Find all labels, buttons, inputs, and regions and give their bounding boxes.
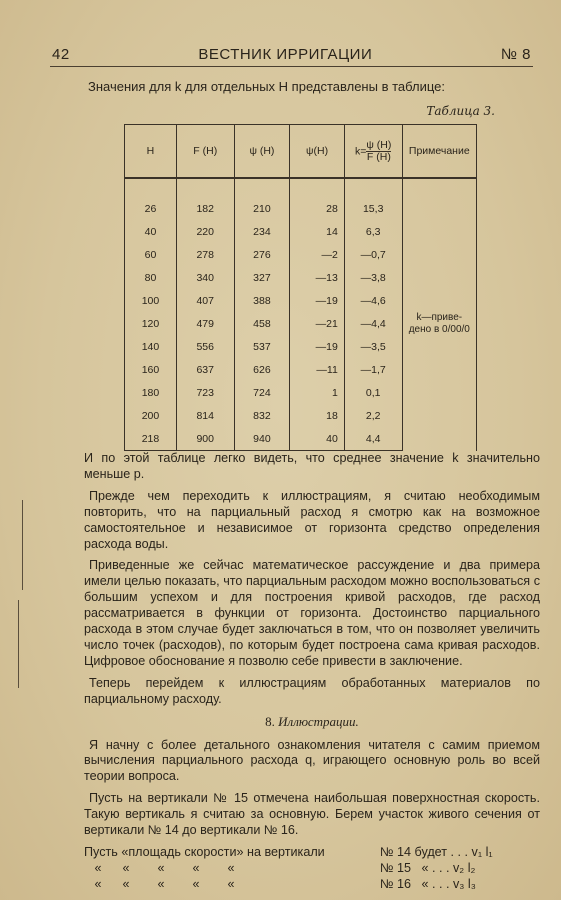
table-cell: —21 <box>290 312 345 335</box>
table-cell: 637 <box>176 358 234 381</box>
page-number: 42 <box>52 46 70 63</box>
table-cell: —1,7 <box>344 358 402 381</box>
paragraph: Я начну с более детального ознакомления читателя с самим приемом вычисления парциального расхода q, играющего основную роль во всей теории вопроса. <box>84 737 540 784</box>
issue-number: № 8 <box>500 46 531 63</box>
paragraph: И по этой таблице легко видеть, что среднее значение k значительно меньше p. <box>84 451 540 481</box>
col-fh: F (H) <box>176 125 234 179</box>
table-cell: 60 <box>125 243 177 266</box>
table-cell: 276 <box>234 243 290 266</box>
running-header <box>52 46 531 63</box>
table-cell: 814 <box>176 404 234 427</box>
table-cell: 0,1 <box>344 381 402 404</box>
table-intro: Значения для k для отдельных H представлены в таблице: <box>88 79 445 94</box>
margin-pencil-mark <box>22 500 23 590</box>
paragraph: Приведенные же сейчас математическое рассуждение и два примера имели целью показать, что парциальным расходом можно воспользоваться с большим успехом и для построения кривой расходов, где расход рассматривается в функции от горизонта. Достоинство парциального расхода в этом случае будет заключаться в том, что он позволяет увеличить число точек (расходов), по которым будет построена сама кривая расходов. Цифровое обоснование я позволю себе привести в заключение. <box>84 558 540 668</box>
margin-pencil-mark <box>18 600 19 688</box>
table-cell: 940 <box>234 427 290 451</box>
table-cell: 537 <box>234 335 290 358</box>
table-cell: —4,6 <box>344 289 402 312</box>
data-table <box>124 124 477 451</box>
table-body <box>125 178 477 451</box>
table-cell: 407 <box>176 289 234 312</box>
header-rule <box>50 66 533 67</box>
table-cell: 4,4 <box>344 427 402 451</box>
table-cell: 100 <box>125 289 177 312</box>
table-cell: 15,3 <box>344 178 402 220</box>
speed-line: « « « « « № 16 « . . . v₃ l₃ <box>84 876 476 891</box>
table-cell: 180 <box>125 381 177 404</box>
k-fraction: $\frac{\psi (H)}{F (H)}$ <box>366 138 392 163</box>
table-cell: 210 <box>234 178 290 220</box>
speed-line: Пусть «площадь скорости» на вертикали № 14 будет . . . v₁ l₁ <box>84 844 493 859</box>
table-cell: 626 <box>234 358 290 381</box>
table-cell: 327 <box>234 266 290 289</box>
table-cell: 278 <box>176 243 234 266</box>
table-cell: 234 <box>234 220 290 243</box>
journal-title: ВЕСТНИК ИРРИГАЦИИ <box>198 46 373 63</box>
table-cell: 556 <box>176 335 234 358</box>
table-cell: 479 <box>176 312 234 335</box>
table-cell: 724 <box>234 381 290 404</box>
table-row <box>125 178 477 220</box>
table-cell: —3,8 <box>344 266 402 289</box>
table-cell: 80 <box>125 266 177 289</box>
table-cell: —4,4 <box>344 312 402 335</box>
table-cell: —0,7 <box>344 243 402 266</box>
table-cell: 2,2 <box>344 404 402 427</box>
col-h: H <box>125 125 177 179</box>
table-cell: 340 <box>176 266 234 289</box>
table-cell: 220 <box>176 220 234 243</box>
table-cell: —3,5 <box>344 335 402 358</box>
table-cell: 40 <box>125 220 177 243</box>
speed-line: « « « « « № 15 « . . . v₂ l₂ <box>84 860 476 875</box>
table-cell: 26 <box>125 178 177 220</box>
table-cell: 723 <box>176 381 234 404</box>
body-text <box>84 451 540 893</box>
table-cell: 28 <box>290 178 345 220</box>
table-cell: 40 <box>290 427 345 451</box>
col-psi-diff: ψ(H) <box>290 125 345 179</box>
table-note <box>402 178 476 451</box>
paragraph: Пусть на вертикали № 15 отмечена наибольшая поверхностная скорость. Такую вертикаль я считаю за основную. Берем участок живого сечения от вертикали № 14 до вертикали № 16. <box>84 791 540 838</box>
table-cell: 832 <box>234 404 290 427</box>
table-cell: 14 <box>290 220 345 243</box>
table-cell: 6,3 <box>344 220 402 243</box>
table-cell: —19 <box>290 335 345 358</box>
table-cell: —19 <box>290 289 345 312</box>
table-cell: 900 <box>176 427 234 451</box>
table-cell: 458 <box>234 312 290 335</box>
note-line: дено в 0/00/0 <box>408 323 470 335</box>
table-cell: 120 <box>125 312 177 335</box>
table-cell: 200 <box>125 404 177 427</box>
table-cell: 140 <box>125 335 177 358</box>
table-cell: 182 <box>176 178 234 220</box>
table-caption: Таблица 3. <box>426 104 495 118</box>
table-cell: —11 <box>290 358 345 381</box>
table-cell: 218 <box>125 427 177 451</box>
col-note: Примечание <box>402 125 476 179</box>
table-header-row <box>125 125 477 179</box>
table-cell: —13 <box>290 266 345 289</box>
paragraph: Теперь перейдем к иллюстрациям обработанных материалов по парциальному расходу. <box>84 675 540 706</box>
table-cell: 388 <box>234 289 290 312</box>
col-k: k= $\frac{\psi (H)}{F (H)}$ <box>344 125 402 179</box>
speed-area-list <box>84 845 540 893</box>
note-line: k—приве- <box>416 311 463 323</box>
col-psi: ψ (H) <box>234 125 290 179</box>
table-cell: 160 <box>125 358 177 381</box>
paragraph: Прежде чем переходить к иллюстрациям, я считаю необходимым повторить, что на парциальный расход я смотрю как на возможное самостоятельное и независимое от горизонта средство определения расхода воды. <box>84 488 540 551</box>
table-cell: —2 <box>290 243 345 266</box>
section-heading: 8. Иллюстрации. <box>265 713 359 729</box>
table-cell: 1 <box>290 381 345 404</box>
table-cell: 18 <box>290 404 345 427</box>
